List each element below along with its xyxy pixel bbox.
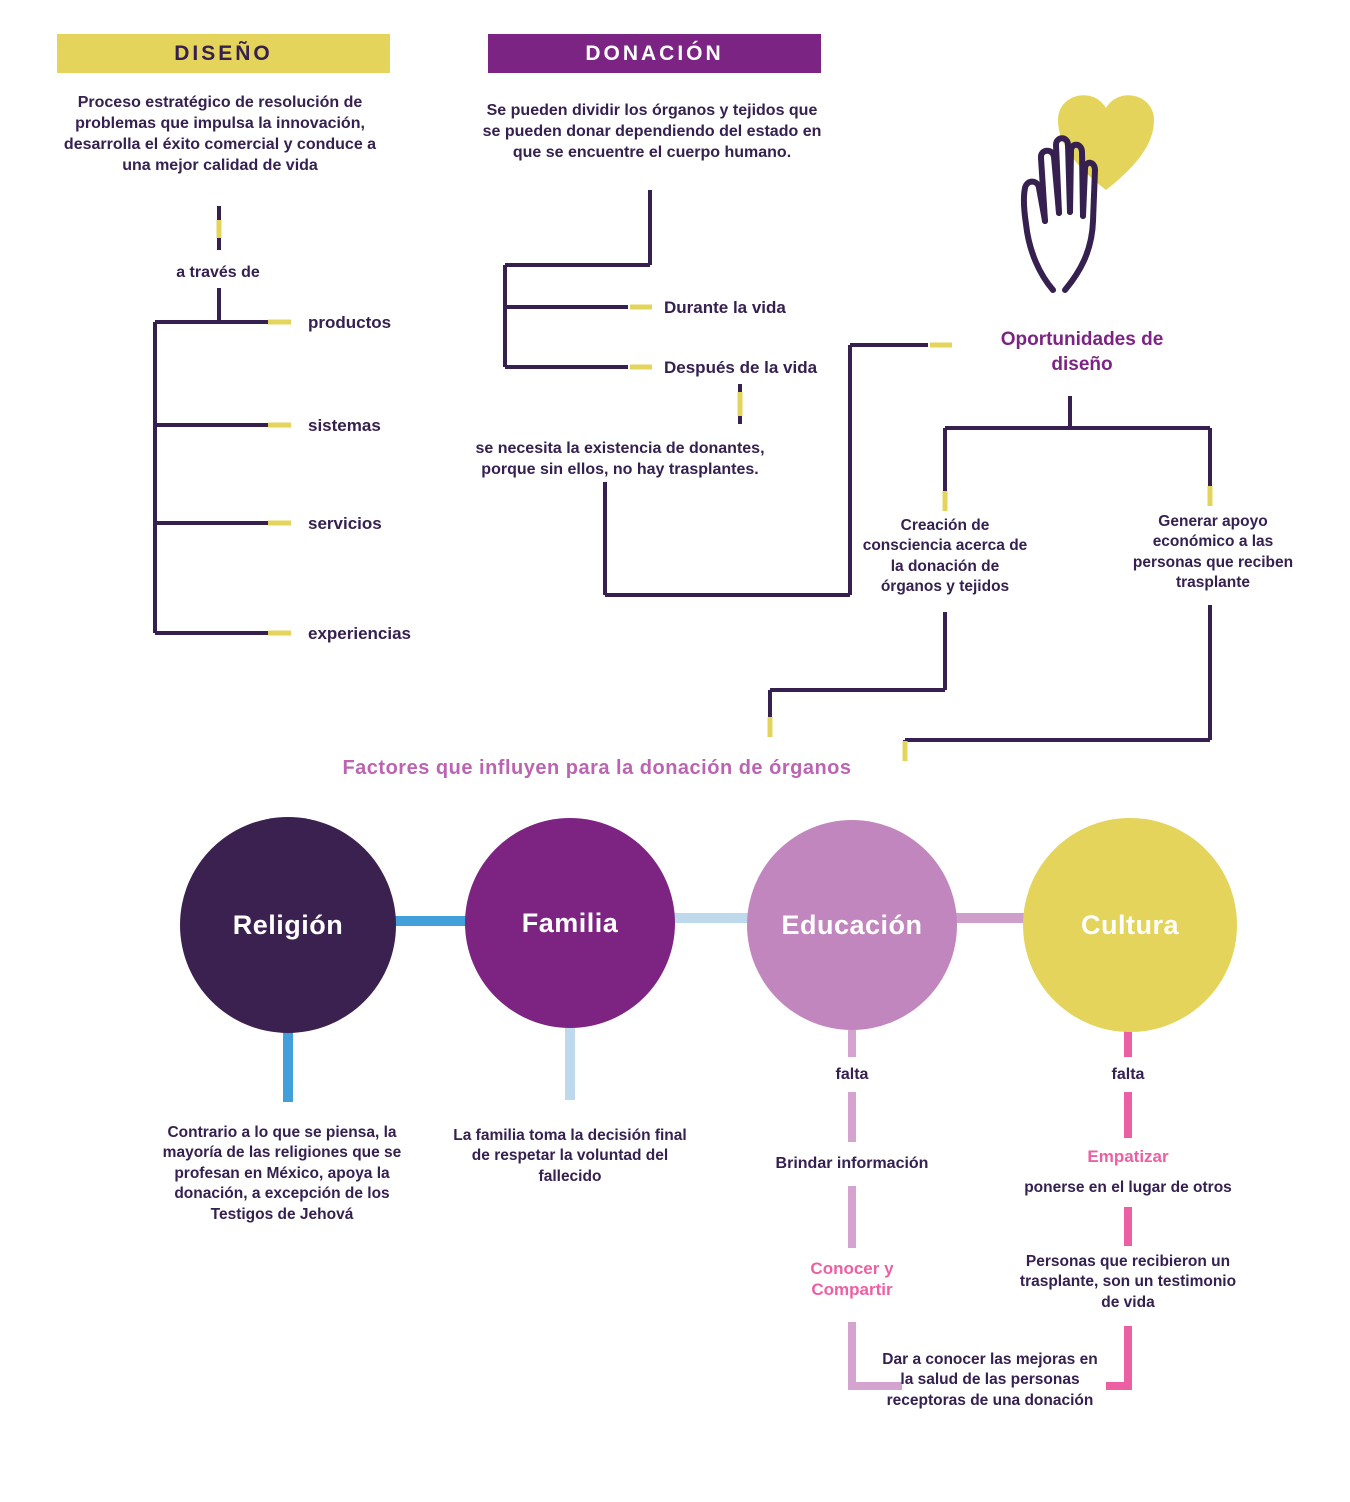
educacion-step-brindar: Brindar información (775, 1155, 929, 1172)
circle-educacion (747, 820, 957, 1030)
a-traves-de-label: a través de (176, 264, 260, 281)
branch-durante-la-vida: Durante la vida (664, 298, 786, 317)
diseno-description: Proceso estratégico de resolución de problemas que impulsa la innovación, desarrolla el éxito comercial y conduce a una mejor calidad de vida (63, 94, 377, 175)
cultura-personas-note: Personas que recibieron un trasplante, son un testimonio de vida (1019, 1253, 1237, 1311)
factores-title: Factores que influyen para la donación de órganos (342, 757, 852, 779)
educacion-step-conocer-compartir: Conocer y Compartir (810, 1259, 894, 1300)
oportunidad-creacion-consciencia: Creación de consciencia acerca de la donación de órganos y tejidos (862, 517, 1028, 596)
educacion-falta-label: falta (835, 1066, 869, 1083)
diseno-header: DISEÑO (57, 34, 390, 73)
religion-description: Contrario a lo que se piensa, la mayoría de las religiones que se profesan en México, apoya la donación, a excepción de los Testigos de Jehová (162, 1124, 402, 1223)
branch-productos: productos (308, 313, 392, 332)
oportunidad-apoyo-economico: Generar apoyo económico a las personas que reciben trasplante (1132, 513, 1294, 592)
branch-servicios: servicios (308, 514, 382, 533)
branch-despues-de-la-vida: Después de la vida (664, 358, 818, 377)
cultura-empatizar-subtitle: ponerse en el lugar de otros (1024, 1179, 1232, 1196)
branch-sistemas: sistemas (308, 416, 381, 435)
hand-heart-icon (1024, 95, 1154, 290)
familia-description: La familia toma la decisión final de respetar la voluntad del fallecido (453, 1127, 687, 1185)
factores-connectors (288, 918, 1128, 1386)
circle-religion (180, 817, 396, 1033)
circle-familia (465, 818, 675, 1028)
donantes-note: se necesita la existencia de donantes, porque sin ellos, no hay trasplantes. (475, 440, 765, 479)
donacion-description: Se pueden dividir los órganos y tejidos que se pueden donar dependiendo del estado en que se encuentre el cuerpo humano. (482, 102, 822, 162)
circle-familia-label: Familia (521, 907, 619, 938)
cultura-empatizar: Empatizar (1087, 1147, 1169, 1166)
circle-cultura (1023, 818, 1237, 1032)
circle-cultura-label: Cultura (1081, 909, 1179, 940)
circle-religion-label: Religión (232, 909, 344, 940)
cultura-falta-label: falta (1111, 1066, 1145, 1083)
circle-educacion-label: Educación (781, 909, 923, 940)
donacion-header: DONACIÓN (488, 34, 821, 73)
branch-experiencias: experiencias (308, 624, 412, 643)
shared-outcome: Dar a conocer las mejoras en la salud de las personas receptoras de una donación (882, 1351, 1098, 1409)
oportunidades-title: Oportunidades de diseño (1000, 329, 1164, 375)
